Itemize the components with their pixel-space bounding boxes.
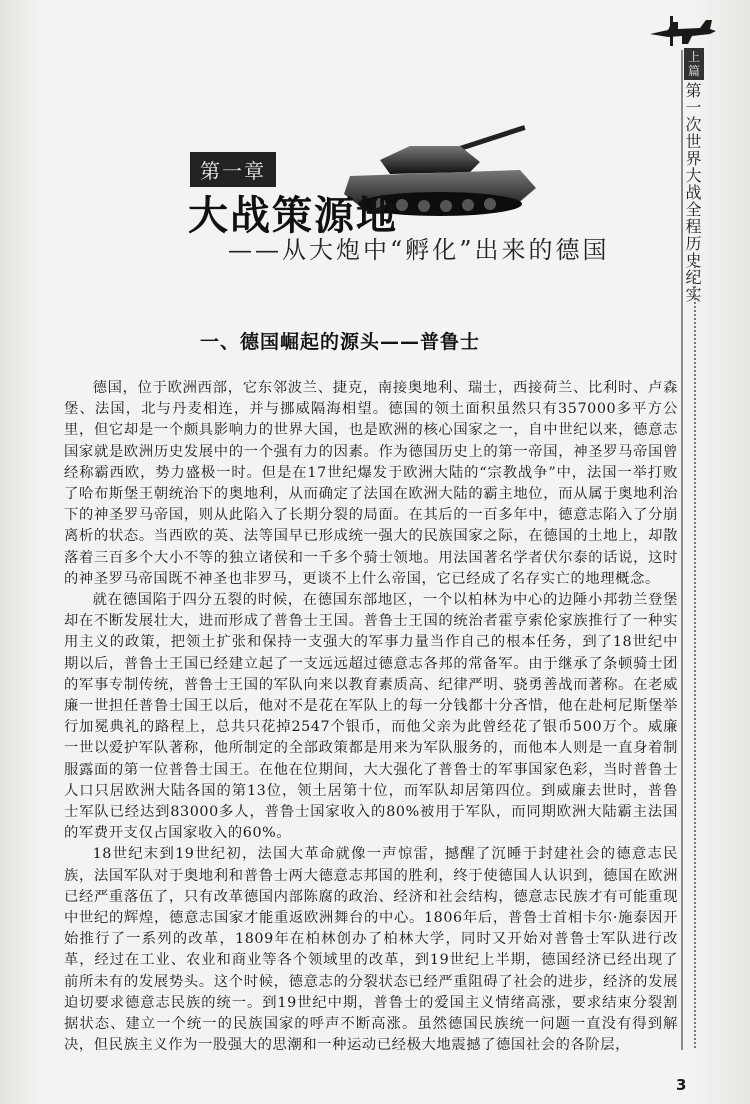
running-head-dotted-leader [694, 258, 696, 1048]
paragraph: 就在德国陷于四分五裂的时候，在德国东部地区，一个以柏林为中心的边陲小邦勃兰登堡却在不断发展壮大，进而形成了普鲁士王国。普鲁士王国的统治者霍亨索伦家族推行了一种实用主义的政策，把领土扩张和保持一支强大的军事力量当作自己的根本任务，到了18世纪中期以后，普鲁士王国已经建立起了一支远远超过德意志各邦的常备军。由于继承了条顿骑士团的军事专制传统，普鲁士王国的军队向来以教育素质高、纪律严明、骁勇善战而著称。在老威廉一世担任普鲁士国王以后，他对不是花在军队上的每一分钱都十分吝惜，他在赴柯尼斯堡举行加冕典礼的路程上，总共只花掉2547个银币，而他父亲为此曾经花了银币500万个。威廉一世以爱护军队著称，他所制定的全部政策都是用来为军队服务的，而他本人则是一直身着制服露面的第一位普鲁士国王。在他在位期间，大大强化了普鲁士的军事国家色彩，当时普鲁士人口只居欧洲大陆各国的第13位，领土居第十位，而军队却居第四位。到威廉去世时，普鲁士军队已经达到83000多人，普鲁士国家收入的80%被用于军队，而同期欧洲大陆霸主法国的军费开支仅占国家收入的60%。 [64, 592, 678, 842]
paragraph: 德国，位于欧洲西部，它东邻波兰、捷克，南接奥地利、瑞士，西接荷兰、比利时、卢森堡、法国，北与丹麦相连，并与挪威隔海相望。德国的领土面积虽然只有357000多平方公里，但它却是一个颇具影响力的世界大国，也是欧洲的核心国家之一，自中世纪以来，德意志国家就是欧洲历史发展中的一个强有力的因素。作为德国历史上的第一帝国，神圣罗马帝国曾经称霸西欧，势力盛极一时。但是在17世纪爆发于欧洲大陆的“宗教战争”中，法国一举打败了哈布斯堡王朝统治下的奥地利，从而确定了法国在欧洲大陆的霸主地位，而从属于奥地利治下的神圣罗马帝国，则从此陷入了长期分裂的局面。在其后的一百多年中，德意志陷入了分崩离析的状态。当西欧的英、法等国早已形成统一强大的民族国家之际，在德国的土地上，却散落着三百多个大小不等的独立诸侯和一千多个骑士领地。用法国著名学者伏尔泰的话说，这时的神圣罗马帝国既不神圣也非罗马，更谈不上什么帝国，它已经成了名存实亡的地理概念。 [64, 380, 678, 587]
biplane-ornament-icon [648, 12, 718, 50]
running-head-book-title: 第一次世界大战全程历史纪实 [683, 82, 702, 303]
chapter-subtitle: ——从大炮中“孵化”出来的德国 [228, 236, 610, 264]
body-text [64, 378, 678, 1057]
chapter-number-badge: 第一章 [190, 152, 276, 187]
page-number: 3 [676, 1076, 687, 1094]
paragraph: 18世纪末到19世纪初，法国大革命就像一声惊雷，撼醒了沉睡于封建社会的德意志民族，法国军队对于奥地利和普鲁士两大德意志邦国的胜利，终于使德国人认识到，德国在欧洲已经严重落伍了，只有改革德国内部陈腐的政治、经济和社会结构，德意志民族才有可能重现中世纪的辉煌，德意志国家才能重返欧洲舞台的中心。1806年后，普鲁士首相卡尔·施泰因开始推行了一系列的改革，1809年在柏林创办了柏林大学，同时又开始对普鲁士军队进行改革，经过在工业、农业和商业等各个领域里的改革，到19世纪上半期，德国经济已经出现了前所未有的发展势头。这个时候，德意志的分裂状态已经严重阻碍了社会的进步，经济的发展迫切要求德意志民族的统一。到19世纪中期，普鲁士的爱国主义情绪高涨，要求结束分裂割据状态、建立一个统一的民族国家的呼声不断高涨。虽然德国民族统一问题一直没有得到解决，但民族主义作为一股强大的思潮和一种运动已经极大地震撼了德国社会的各阶层， [64, 846, 678, 1054]
running-head-part: 上篇 [684, 48, 704, 80]
chapter-header [180, 112, 610, 282]
section-heading: 一、德国崛起的源头——普鲁士 [199, 331, 480, 353]
chapter-title: 大战策源地 [188, 192, 398, 239]
